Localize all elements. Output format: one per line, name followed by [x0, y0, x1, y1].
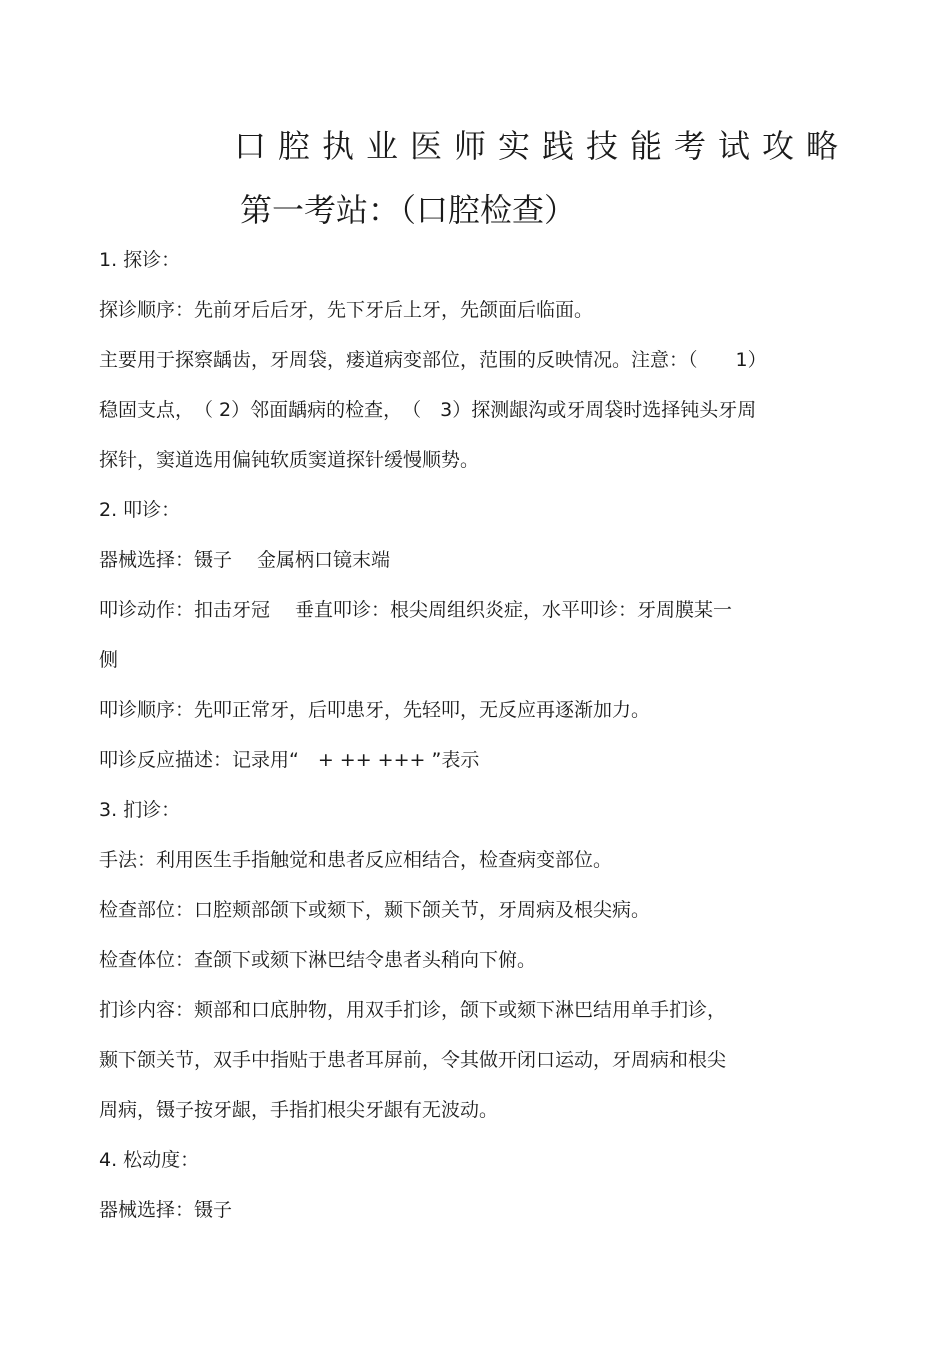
paragraph-line: 侧 — [99, 649, 119, 671]
document-subtitle: 第一考站：（口腔检查） — [240, 191, 577, 229]
paragraph-line: 探针，窦道选用偏钝软质窦道探针缓慢顺势。 — [99, 449, 480, 471]
paragraph-line: 检查部位：口腔颊部颌下或颏下，颞下颌关节，牙周病及根尖病。 — [99, 899, 651, 921]
section-heading-probing: 1. 探诊： — [99, 249, 181, 271]
paragraph-line: 颞下颌关节，双手中指贴于患者耳屏前，令其做开闭口运动，牙周病和根尖 — [99, 1049, 727, 1071]
paragraph-line: 稳固支点， （ 2）邻面龋病的检查， （ 3）探测龈沟或牙周袋时选择钝头牙周 — [99, 399, 757, 421]
paragraph-line: 扪诊内容：颊部和口底肿物，用双手扪诊，颌下或颏下淋巴结用单手扪诊， — [99, 999, 727, 1021]
document-title: 口腔执业医师实践技能考试攻略 — [234, 127, 851, 165]
paragraph-line: 主要用于探察龋齿，牙周袋，瘘道病变部位，范围的反映情况。注意：（ 1） — [99, 349, 767, 371]
section-heading-palpation: 3. 扪诊： — [99, 799, 181, 821]
paragraph-line: 叩诊动作：扣击牙冠 垂直叩诊：根尖周组织炎症，水平叩诊：牙周膜某一 — [99, 599, 733, 621]
paragraph-line: 探诊顺序：先前牙后后牙，先下牙后上牙，先颌面后临面。 — [99, 299, 594, 321]
paragraph-line: 叩诊顺序：先叩正常牙，后叩患牙，先轻叩，无反应再逐渐加力。 — [99, 699, 651, 721]
paragraph-line: 周病，镊子按牙龈，手指扪根尖牙龈有无波动。 — [99, 1099, 499, 1121]
paragraph-line: 手法：利用医生手指触觉和患者反应相结合，检查病变部位。 — [99, 849, 613, 871]
paragraph-line: 叩诊反应描述：记录用“ + ++ +++ ”表示 — [99, 749, 480, 771]
paragraph-line: 器械选择：镊子 — [99, 1199, 233, 1221]
section-heading-percussion: 2. 叩诊： — [99, 499, 181, 521]
section-heading-mobility: 4. 松动度： — [99, 1149, 200, 1171]
paragraph-line: 器械选择：镊子 金属柄口镜末端 — [99, 549, 391, 571]
paragraph-line: 检查体位：查颌下或颏下淋巴结令患者头稍向下俯。 — [99, 949, 537, 971]
